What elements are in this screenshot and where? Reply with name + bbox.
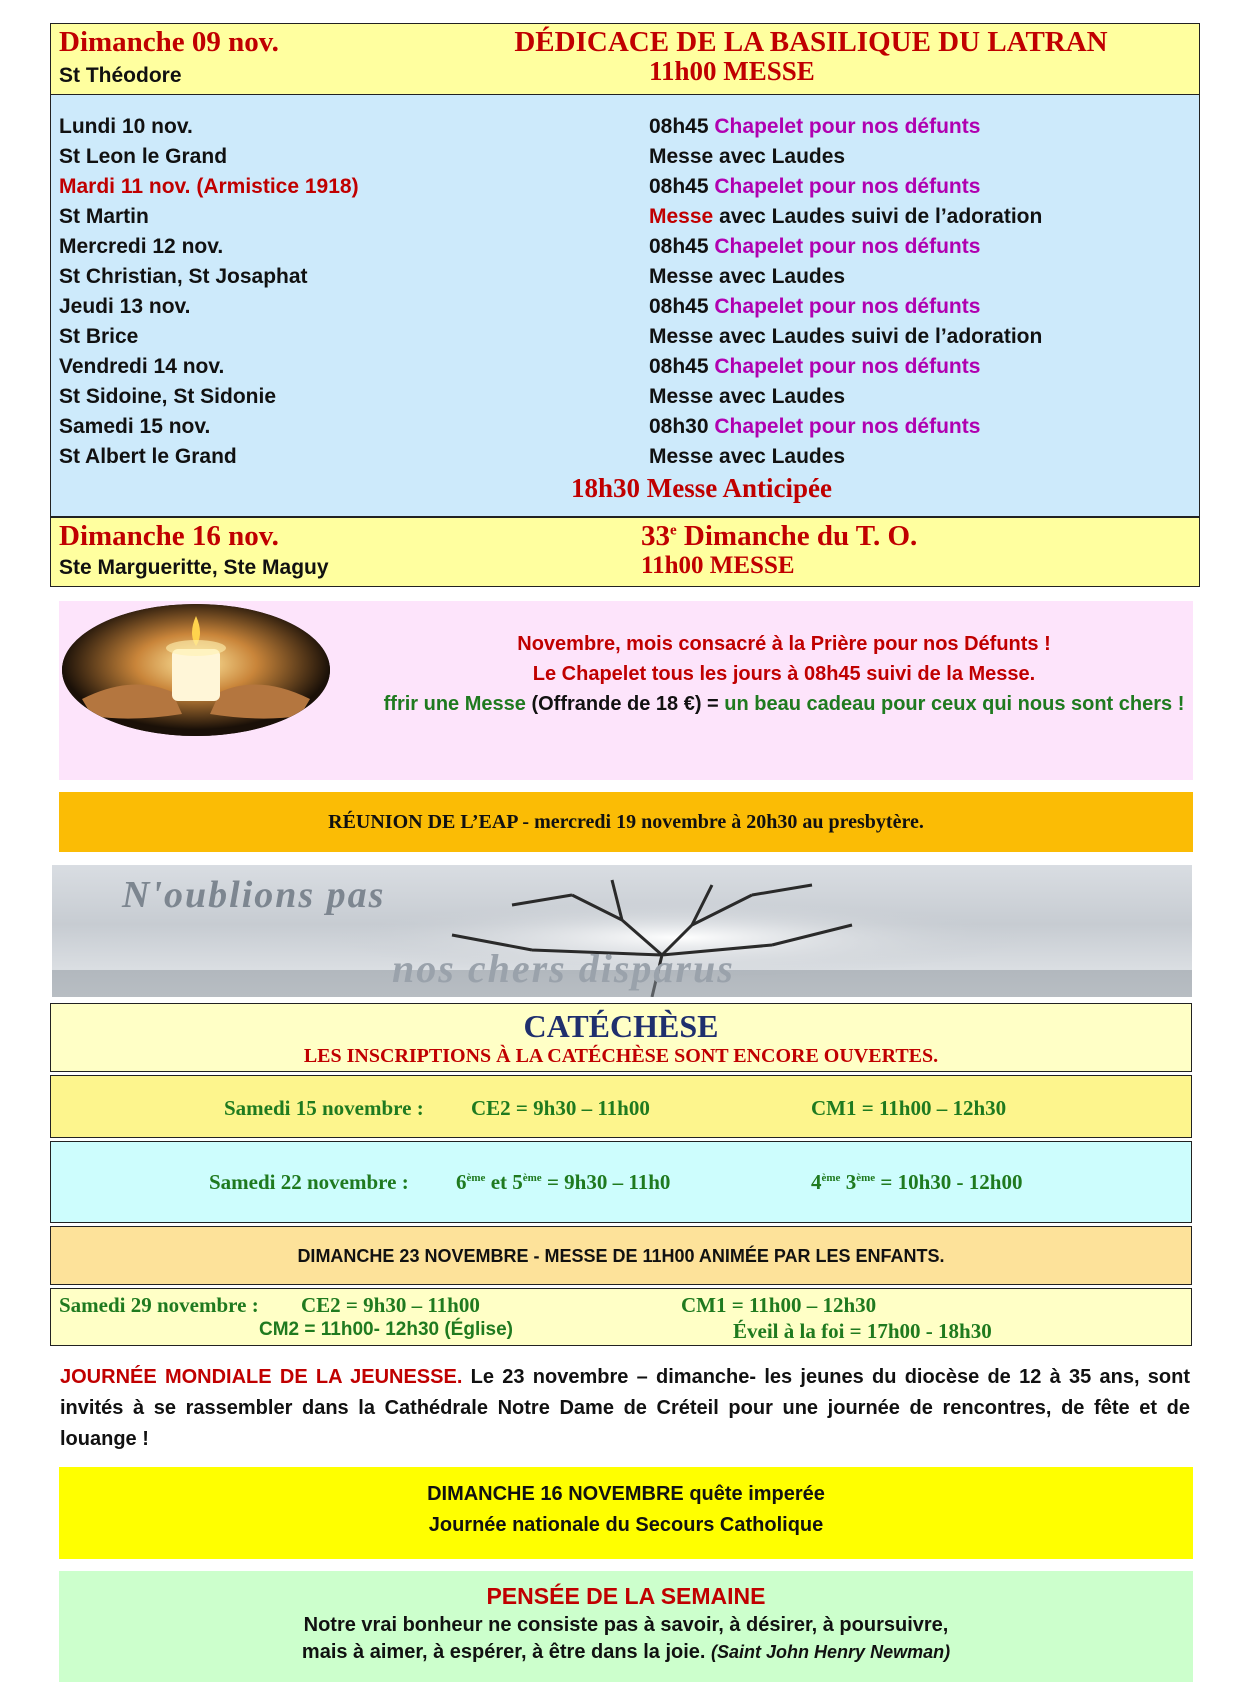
schedule-row [59, 295, 1189, 325]
candle-hands-image [62, 604, 330, 736]
day-label: Mercredi 12 nov. [59, 235, 224, 258]
memorial-banner [52, 865, 1192, 997]
catechese-title: CATÉCHÈSE [523, 1008, 719, 1044]
defunts-line-1: Novembre, mois consacré à la Prière pour nos Défunts ! [517, 633, 1051, 655]
pensee-line-2: mais à aimer, à espérer, à être dans la joie. (Saint John Henry Newman) [301, 1641, 951, 1663]
activity: 08h45 Chapelet pour nos défunts [649, 115, 981, 138]
schedule-row [59, 325, 1189, 355]
sunday-09-date: Dimanche 09 nov. [59, 26, 279, 58]
activity: 08h45 Chapelet pour nos défunts [649, 355, 981, 378]
jmj-paragraph [60, 1362, 1190, 1455]
catechese-header [50, 1003, 1192, 1072]
sunday-16-saint: Ste Margueritte, Ste Maguy [59, 556, 329, 579]
jmj-title: JOURNÉE MONDIALE DE LA JEUNESSE. [60, 1366, 463, 1388]
saint-label: St Albert le Grand [59, 445, 237, 468]
catechese-session-15 [50, 1075, 1192, 1138]
day-label: Lundi 10 nov. [59, 115, 193, 138]
catechese-session-22 [50, 1141, 1192, 1223]
session-ce2: CE2 = 9h30 – 11h00 [301, 1293, 480, 1317]
activity: 08h45 Chapelet pour nos défunts [649, 235, 981, 258]
session-6-5: 6ème et 5ème = 9h30 – 11h0 [456, 1170, 671, 1194]
day-label: Mardi 11 nov. (Armistice 1918) [59, 175, 359, 198]
weekday-schedule [50, 95, 1200, 517]
saint-label: St Sidoine, St Sidonie [59, 385, 277, 408]
candle-icon [62, 604, 330, 736]
saint-label: St Leon le Grand [59, 145, 228, 168]
session-eveil: Éveil à la foi = 17h00 - 18h30 [733, 1319, 992, 1343]
session-cm1: CM1 = 11h00 – 12h30 [811, 1096, 1007, 1120]
defunts-line-2: Le Chapelet tous les jours à 08h45 suivi de la Messe. [532, 663, 1036, 685]
sunday-09-block [50, 23, 1200, 95]
activity: 08h45 Chapelet pour nos défunts [649, 175, 981, 198]
schedule-row [59, 205, 1189, 235]
activity: Messe avec Laudes [649, 385, 846, 408]
defunts-line-3: ffrir une Messe (Offrande de 18 €) = un beau cadeau pour ceux qui nous sont chers ! [383, 693, 1185, 715]
banner-line-2: nos chers disparus [392, 946, 735, 991]
sunday-09-title: DÉDICACE DE LA BASILIQUE DU LATRAN [514, 26, 1108, 58]
saint-label: St Christian, St Josaphat [59, 265, 308, 288]
schedule-row [59, 355, 1189, 385]
schedule-row [59, 415, 1189, 445]
schedule-row [59, 175, 1189, 205]
session-date: Samedi 22 novembre : [209, 1170, 409, 1194]
saint-label: St Martin [59, 205, 149, 228]
pensee-semaine [59, 1571, 1193, 1682]
sunday-09-mass: 11h00 MESSE [649, 56, 815, 86]
anticipated-mass: 18h30 Messe Anticipée [571, 473, 832, 503]
schedule-row [59, 445, 1189, 475]
sunday-09-saint: St Théodore [59, 64, 182, 87]
pensee-author: (Saint John Henry Newman) [711, 1642, 951, 1662]
activity: 08h45 Chapelet pour nos défunts [649, 295, 981, 318]
eap-meeting-banner: RÉUNION DE L’EAP - mercredi 19 novembre à 20h30 au presbytère. [59, 792, 1193, 852]
quete-line-2: Journée nationale du Secours Catholique [428, 1514, 824, 1536]
catechese-subtitle: LES INSCRIPTIONS À LA CATÉCHÈSE SONT ENCORE OUVERTES. [303, 1045, 939, 1067]
jmj-text: Le 23 novembre – dimanche- les jeunes du diocèse de 12 à 35 ans, sont invités à se rassembler dans la Cathédrale Notre Dame de Créteil pour une journée de rencontres, de fête et de louange ! [60, 1366, 1190, 1450]
activity: Messe avec Laudes [649, 145, 846, 168]
session-date: Samedi 15 novembre : [224, 1096, 424, 1120]
session-date: Samedi 29 novembre : [59, 1293, 259, 1317]
quete-notice [59, 1467, 1193, 1559]
sunday-16-title: 33e Dimanche du T. O. [641, 520, 918, 552]
activity: Messe avec Laudes suivi de l’adoration [649, 325, 1043, 348]
session-cm2: CM2 = 11h00- 12h30 (Église) [259, 1319, 513, 1340]
day-label: Vendredi 14 nov. [59, 355, 225, 378]
session-4-3: 4ème 3ème = 10h30 - 12h00 [811, 1170, 1023, 1194]
sunday-16-block [50, 517, 1200, 587]
day-label: Jeudi 13 nov. [59, 295, 191, 318]
quete-line-1: DIMANCHE 16 NOVEMBRE quête imperée [427, 1483, 825, 1505]
pensee-line-1: Notre vrai bonheur ne consiste pas à savoir, à désirer, à poursuivre, [303, 1614, 949, 1636]
schedule-row [59, 265, 1189, 295]
saint-label: St Brice [59, 325, 139, 348]
catechese-session-29 [50, 1288, 1192, 1346]
sunday-16-mass: 11h00 MESSE [641, 552, 795, 579]
schedule-row [59, 145, 1189, 175]
activity: Messe avec Laudes [649, 265, 846, 288]
children-mass-notice: DIMANCHE 23 NOVEMBRE - MESSE DE 11H00 ANIMÉE PAR LES ENFANTS. [50, 1226, 1192, 1285]
session-ce2: CE2 = 9h30 – 11h00 [471, 1096, 650, 1120]
day-label: Samedi 15 nov. [59, 415, 211, 438]
schedule-row [59, 235, 1189, 265]
schedule-row [59, 115, 1189, 145]
activity: 08h30 Chapelet pour nos défunts [649, 415, 981, 438]
sunday-16-date: Dimanche 16 nov. [59, 520, 279, 552]
activity: Messe avec Laudes suivi de l’adoration [649, 205, 1043, 228]
banner-line-1: N'oublions pas [122, 874, 386, 916]
pensee-title: PENSÉE DE LA SEMAINE [486, 1583, 766, 1609]
session-cm1: CM1 = 11h00 – 12h30 [681, 1293, 877, 1317]
schedule-row [59, 385, 1189, 415]
activity: Messe avec Laudes [649, 445, 846, 468]
